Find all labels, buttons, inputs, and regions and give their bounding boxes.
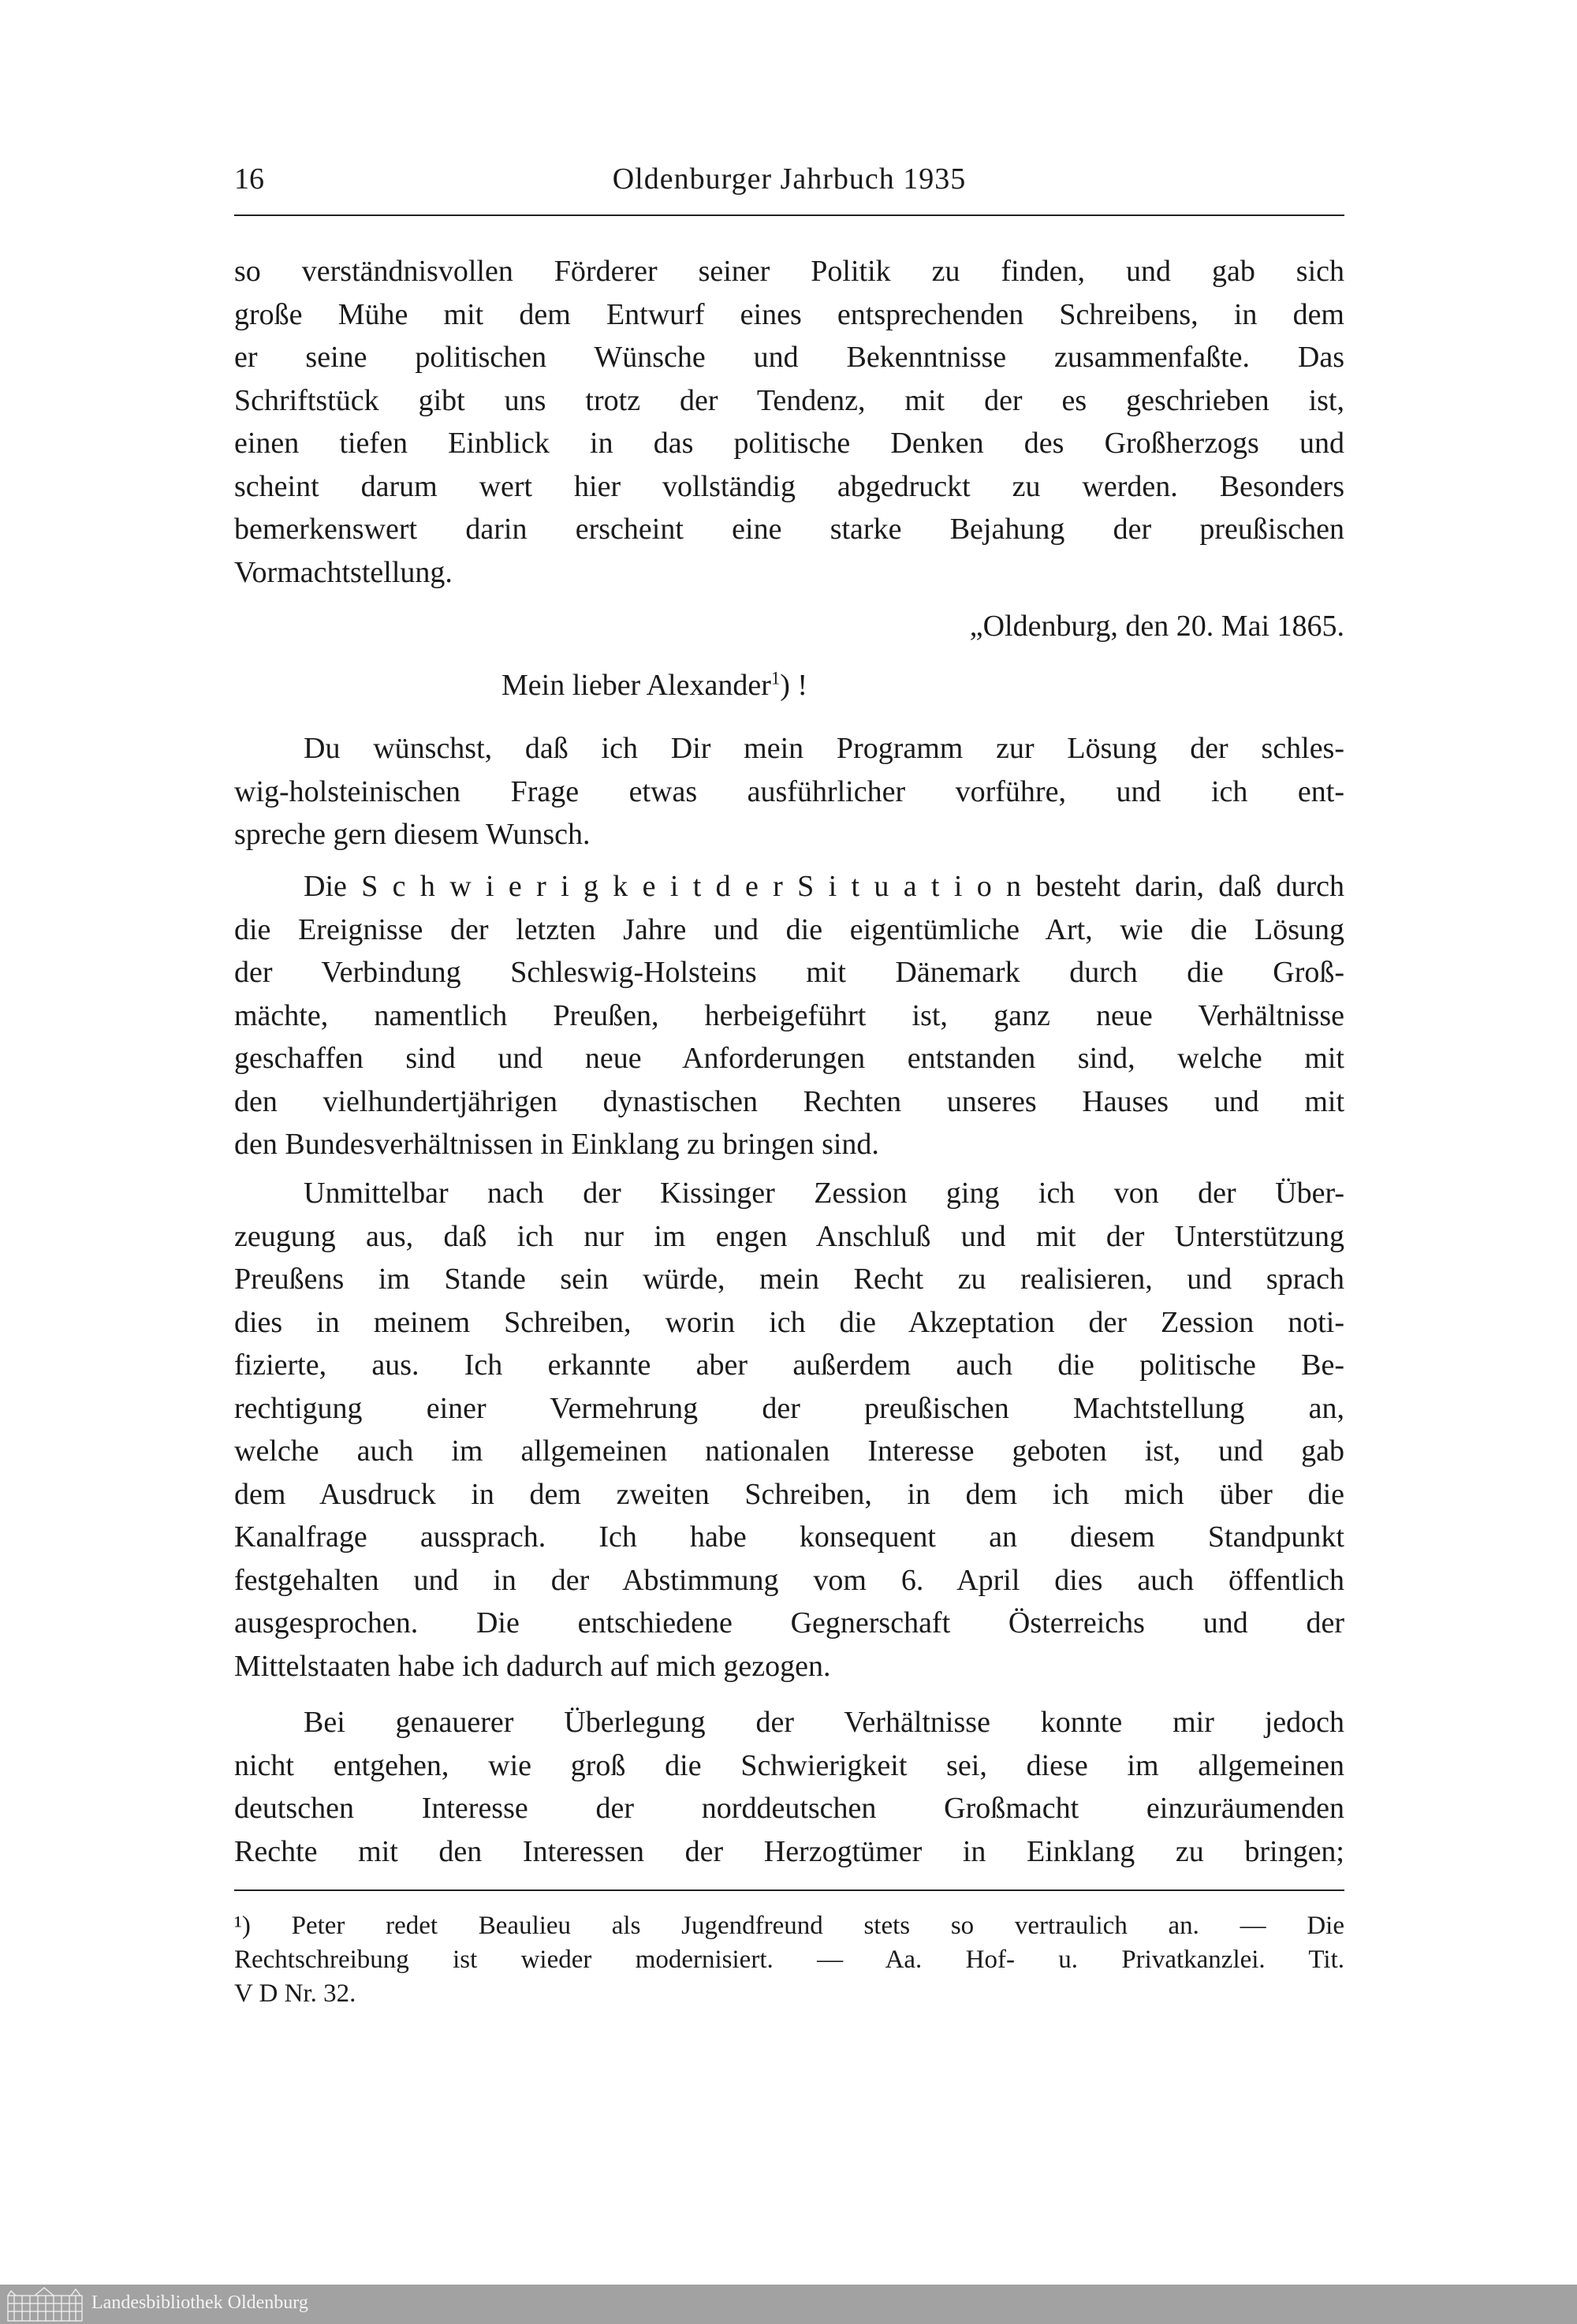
- text-line: Rechte mit den Interessen der Herzogtümer in Einklang zu bringen;: [234, 1834, 1344, 1868]
- text-line: Du wünschst, daß ich Dir mein Programm zur Lösung der schles-: [304, 732, 1344, 765]
- text-line: so verständnisvollen Förderer seiner Politik zu finden, und gab sich: [234, 255, 1344, 288]
- salutation-end: ) !: [780, 669, 808, 702]
- text-line: deutschen Interesse der norddeutschen Großmacht einzuräumenden: [234, 1792, 1344, 1825]
- text-line: rechtigung einer Vermehrung der preußischen Machtstellung an,: [234, 1391, 1344, 1425]
- text-line: bemerkenswert darin erscheint eine starke Bejahung der preußischen: [234, 513, 1344, 546]
- text-line: V D Nr. 32.: [234, 1979, 356, 2008]
- text-line: geschaffen sind und neue Anforderungen entstanden sind, welche mit: [234, 1042, 1344, 1075]
- text-line: Bei genauerer Überlegung der Verhältnisse konnte mir jedoch: [304, 1706, 1344, 1739]
- text-line: Unmittelbar nach der Kissinger Zession ging ich von der Über-: [304, 1177, 1344, 1210]
- text-line: dies in meinem Schreiben, worin ich die Akzeptation der Zession noti-: [234, 1305, 1344, 1339]
- footnote: [234, 1909, 1344, 2011]
- text-line: welche auch im allgemeinen nationalen Interesse geboten ist, und gab: [234, 1434, 1344, 1468]
- library-name: Landesbibliothek Oldenburg: [91, 2292, 308, 2313]
- text-line: festgehalten und in der Abstimmung vom 6. April dies auch öffentlich: [234, 1563, 1344, 1597]
- letter-salutation: [501, 668, 807, 703]
- text-line: nicht entgehen, wie groß die Schwierigkeit sei, diese im allgemeinen: [234, 1748, 1344, 1782]
- page-number: 16: [234, 162, 264, 196]
- text-line: wig-holsteinischen Frage etwas ausführlicher vorführe, und ich ent-: [234, 774, 1344, 808]
- text-line: Schriftstück gibt uns trotz der Tendenz, mit der es geschrieben ist,: [234, 383, 1344, 417]
- text-line: die Ereignisse der letzten Jahre und die eigentümliche Art, wie die Lösung: [234, 912, 1344, 946]
- running-header: [234, 162, 1344, 209]
- text-line: Vormachtstellung.: [234, 555, 453, 589]
- text-line: spreche gern diesem Wunsch.: [234, 818, 591, 851]
- text-line: mächte, namentlich Preußen, herbeigeführt ist, ganz neue Verhältnisse: [234, 998, 1344, 1032]
- letter-date-line: „Oldenburg, den 20. Mai 1865.: [969, 610, 1344, 643]
- text-line: den Bundesverhältnissen in Einklang zu bringen sind.: [234, 1128, 879, 1161]
- letter-paragraph-3: [234, 1172, 1344, 1688]
- text-line: Preußens im Stande sein würde, mein Recht zu realisieren, und sprach: [234, 1263, 1344, 1296]
- text-line: er seine politischen Wünsche und Bekenntnisse zusammenfaßte. Das: [234, 341, 1344, 374]
- text-line: einen tiefen Einblick in das politische Denken des Großherzogs und: [234, 427, 1344, 460]
- text-line: scheint darum wert hier vollständig abgedruckt zu werden. Besonders: [234, 469, 1344, 503]
- text-line: fizierte, aus. Ich erkannte aber außerdem auch die politische Be-: [234, 1349, 1344, 1382]
- salutation-text: Mein lieber Alexander: [501, 669, 771, 702]
- letter-paragraph-1: [234, 727, 1344, 856]
- text-line: Die S c h w i e r i g k e i t d e r S i t u a t i o n besteht darin, daß durch: [304, 870, 1344, 903]
- running-title: Oldenburger Jahrbuch 1935: [612, 162, 967, 196]
- text-line: zeugung aus, daß ich nur im engen Anschluß und mit der Unterstützung: [234, 1219, 1344, 1253]
- library-footer-bar: [0, 2285, 1577, 2324]
- letter-paragraph-4: [234, 1701, 1344, 1873]
- footnote-rule: [234, 1889, 1344, 1891]
- footnote-marker: 1: [770, 668, 781, 688]
- text-line: Mittelstaaten habe ich dadurch auf mich gezogen.: [234, 1649, 831, 1683]
- text-line: große Mühe mit dem Entwurf eines entsprechenden Schreibens, in dem: [234, 297, 1344, 331]
- text-line: ¹) Peter redet Beaulieu als Jugendfreund stets so vertraulich an. — Die: [234, 1912, 1344, 1940]
- text-line: der Verbindung Schleswig-Holsteins mit Dänemark durch die Groß-: [234, 956, 1344, 989]
- text-line: dem Ausdruck in dem zweiten Schreiben, in dem ich mich über die: [234, 1477, 1344, 1511]
- text-line: den vielhundertjährigen dynastischen Rechten unseres Hauses und mit: [234, 1084, 1344, 1118]
- text-line: ausgesprochen. Die entschiedene Gegnerschaft Österreichs und der: [234, 1606, 1344, 1639]
- letter-paragraph-2: [234, 865, 1344, 1166]
- library-building-logo-icon: [5, 2286, 85, 2322]
- text-line: Rechtschreibung ist wieder modernisiert. — Aa. Hof- u. Privatkanzlei. Tit.: [234, 1945, 1344, 1974]
- intro-paragraph: [234, 250, 1344, 594]
- header-rule: [234, 214, 1344, 216]
- text-line: Kanalfrage aussprach. Ich habe konsequent an diesem Standpunkt: [234, 1520, 1344, 1554]
